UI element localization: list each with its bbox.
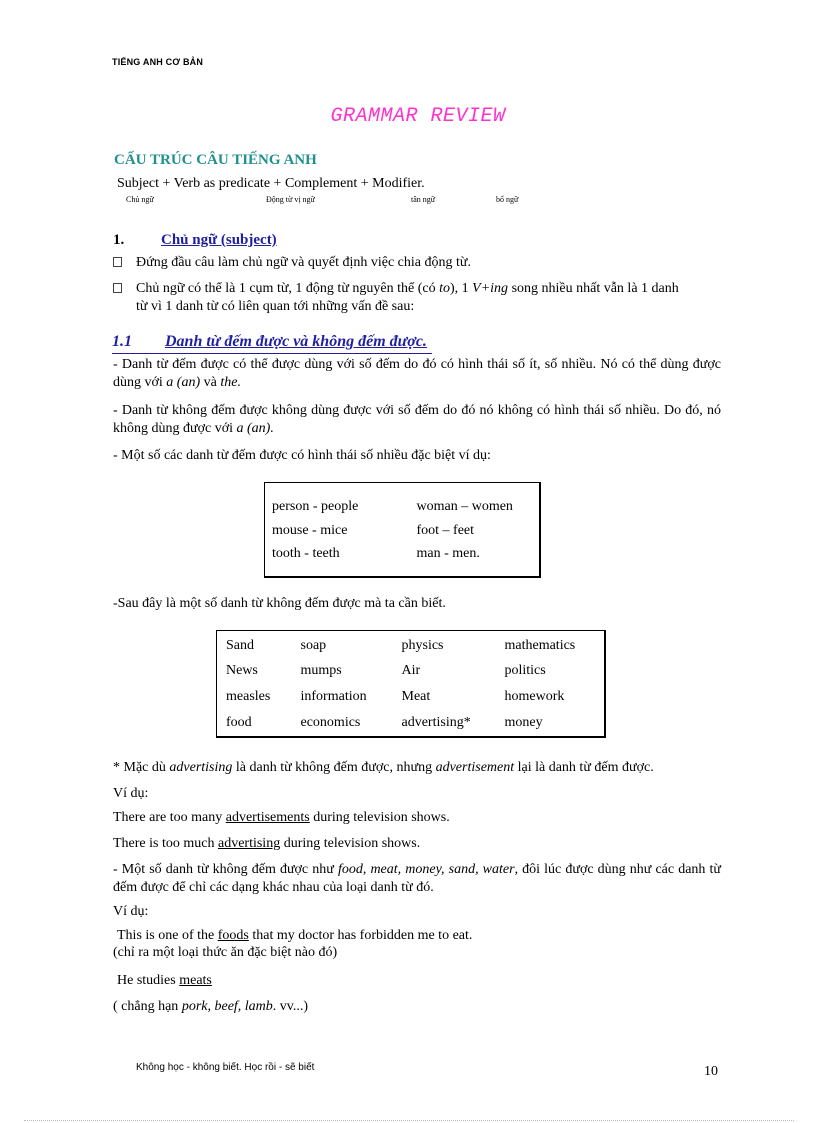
bullet-item: Chủ ngữ có thể là 1 cụm từ, 1 động từ nguyên thể (có to), 1 V+ing song nhiều nhất vẫn là 1 danh xyxy=(113,280,679,298)
page-edge-divider xyxy=(24,1120,794,1121)
example-label: Ví dụ: xyxy=(113,786,149,801)
formula-complement: Complement xyxy=(284,176,358,191)
table-cell: money xyxy=(504,715,543,730)
formula-plus: + xyxy=(360,176,369,191)
example-sentence: There are too many advertisements during television shows. xyxy=(113,810,450,825)
heading-number: 1. xyxy=(113,232,125,248)
table-cell: politics xyxy=(504,662,546,678)
label-verb: Động từ vị ngữ xyxy=(266,195,315,204)
paragraph: - Danh từ đếm được có thể được dùng với số đếm do đó có hình thái số ít, số nhiều. Nó có thể dùng được dùng với a (an) và the. xyxy=(113,357,721,390)
page-title: GRAMMAR REVIEW xyxy=(330,105,506,128)
table-cell: News xyxy=(226,662,258,678)
formula-verb: + Verb as predicate + xyxy=(162,176,282,191)
table-row xyxy=(265,519,541,543)
formula-modifier: Modifier. xyxy=(372,176,425,191)
table-cell: advertising* xyxy=(401,715,471,730)
table-row xyxy=(217,657,606,684)
table-cell: woman – women xyxy=(416,499,513,514)
table-cell: homework xyxy=(504,689,565,704)
table-row xyxy=(217,631,606,658)
example-note: ( chẳng hạn pork, beef, lamb. vv...) xyxy=(113,999,309,1014)
example-note: (chỉ ra một loại thức ăn đặc biệt nào đó) xyxy=(113,945,338,960)
table-cell: information xyxy=(300,689,367,704)
paragraph: - Một số các danh từ đếm được có hình thái số nhiều đặc biệt ví dụ: xyxy=(113,448,491,463)
bullet-continuation: từ vì 1 danh từ có liên quan tới những vấn đề sau: xyxy=(136,299,415,314)
example-sentence: There is too much advertising during television shows. xyxy=(113,836,421,851)
plural-examples-table xyxy=(264,482,541,578)
paragraph: -Sau đây là một số danh từ không đếm được mà ta cần biết. xyxy=(113,596,446,611)
table-cell: physics xyxy=(401,638,444,654)
sentence-formula xyxy=(117,175,425,193)
note: * Mặc dù advertising là danh từ không đếm được, nhưng advertisement lại là danh từ đếm được. xyxy=(113,760,654,775)
example-sentence: This is one of the foods that my doctor has forbidden me to eat. xyxy=(117,928,473,943)
page-number: 10 xyxy=(704,1064,718,1079)
table-cell: measles xyxy=(226,689,271,704)
table-cell: tooth - teeth xyxy=(272,546,340,562)
table-row xyxy=(265,543,541,577)
section-heading: CẤU TRÚC CÂU TIẾNG ANH xyxy=(114,152,317,168)
uncountable-nouns-table xyxy=(216,630,606,738)
paragraph: - Danh từ không đếm được không dùng được với số đếm do đó nó không có hình thái số nhiều. Do đó, nó không dùng được với a (an). xyxy=(113,403,721,436)
table-cell: Air xyxy=(401,662,421,678)
example-label: Ví dụ: xyxy=(113,904,149,919)
label-modifier: bổ ngữ xyxy=(496,195,519,204)
table-cell: mouse - mice xyxy=(272,522,348,538)
table-cell: foot – feet xyxy=(416,522,475,538)
bullet-box-icon xyxy=(113,283,122,293)
example-sentence: He studies meats xyxy=(117,973,212,988)
subheading-1-1: 1.1 Danh từ đếm được và không đếm được. xyxy=(112,332,432,354)
formula-subject: Subject xyxy=(117,176,159,191)
label-complement: tân ngữ xyxy=(411,195,436,204)
bullet-item: Đứng đầu câu làm chủ ngữ và quyết định việc chia động từ. xyxy=(113,254,471,272)
label-subject: Chủ ngữ xyxy=(126,195,154,204)
table-cell: mumps xyxy=(300,662,342,678)
table-row xyxy=(217,684,606,711)
table-cell: man - men. xyxy=(416,546,480,562)
running-header: TIẾNG ANH CƠ BẢN xyxy=(112,57,204,67)
heading-subject xyxy=(113,231,277,250)
paragraph: - Một số danh từ không đếm được như food, meat, money, sand, water, đôi lúc được dùng như các danh từ đếm được để chỉ các dạng khác nhau của loại danh từ đó. xyxy=(113,862,721,895)
heading-label: Chủ ngữ (subject) xyxy=(161,232,277,248)
bullet-box-icon xyxy=(113,257,122,267)
table-row xyxy=(265,483,541,519)
table-cell: Meat xyxy=(401,689,431,704)
table-cell: food xyxy=(226,715,252,730)
table-cell: Sand xyxy=(226,638,254,654)
footer-motto: Không học - không biết. Học rồi - sẽ biết xyxy=(136,1062,315,1073)
table-cell: mathematics xyxy=(504,638,576,654)
table-cell: person - people xyxy=(272,499,359,514)
table-row xyxy=(217,710,606,737)
table-cell: economics xyxy=(300,715,361,730)
table-cell: soap xyxy=(300,638,327,654)
